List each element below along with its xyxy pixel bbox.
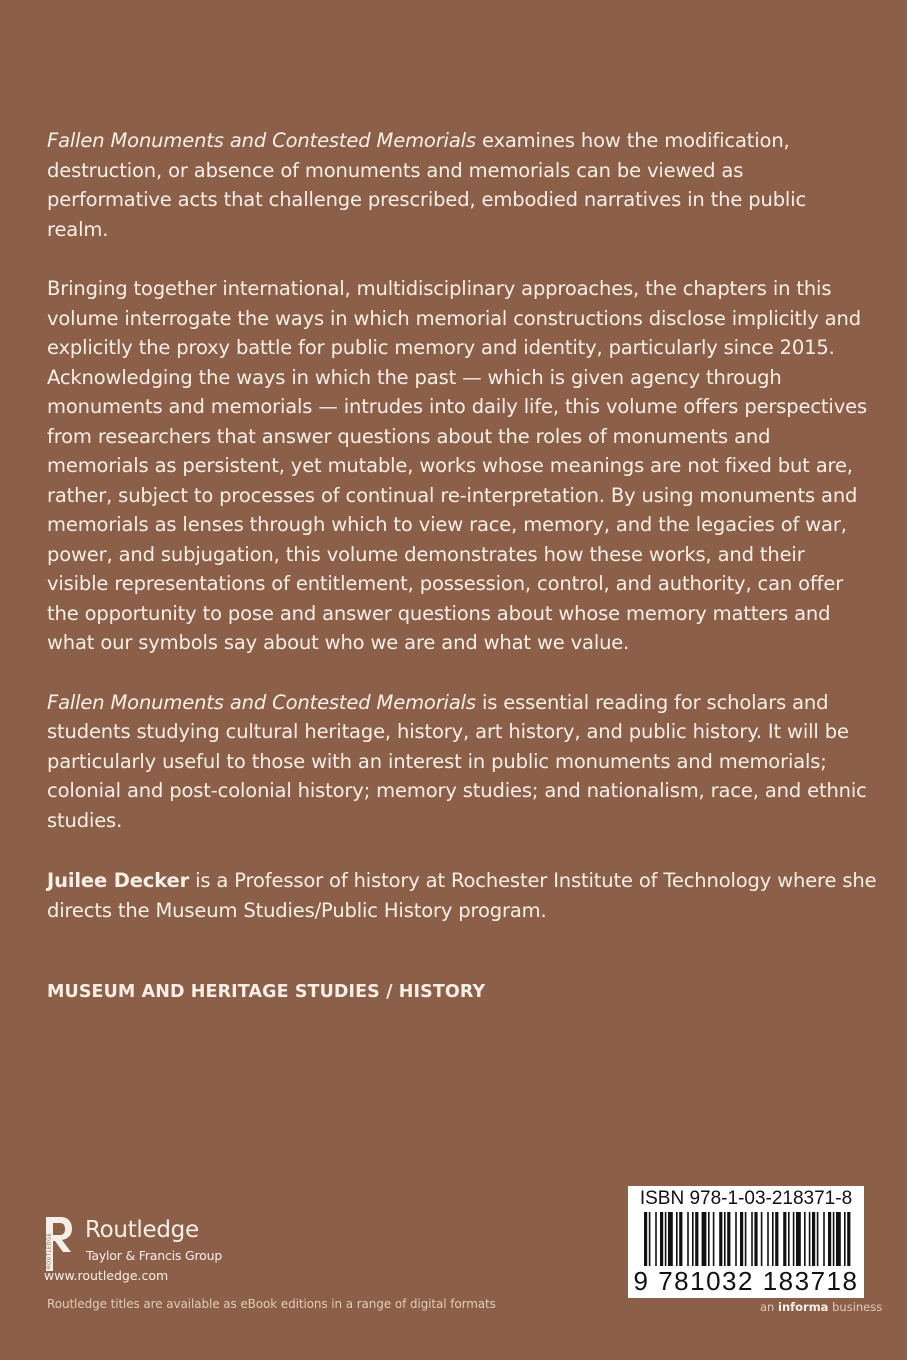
barcode-bar (812, 1212, 815, 1266)
barcode-bar (745, 1212, 747, 1266)
barcode-bar (702, 1212, 707, 1266)
blurb-text: examines how the modification, destruction, or absence of monuments and memorials can be viewed as performative acts that challenge prescribed, embodied narratives in the public realm. (47, 129, 807, 241)
barcode-bars (634, 1212, 858, 1268)
publisher-url: www.routledge.com (44, 1268, 169, 1283)
barcode-bar (761, 1212, 763, 1266)
barcode-bar (679, 1212, 682, 1266)
barcode-bar (754, 1212, 757, 1266)
barcode-bar (724, 1212, 726, 1266)
barcode-bar (655, 1212, 657, 1266)
author-description: is a Professor of history at Rochester Institute of Technology where she directs the Museum Studies/Public History program. (47, 869, 877, 922)
book-title-italic: Fallen Monuments and Contested Memorials (47, 690, 476, 714)
blurb-paragraph-3 (47, 688, 869, 836)
publisher-name: Routledge (85, 1217, 199, 1243)
barcode-bar (695, 1212, 698, 1266)
routledge-logo-icon (44, 1215, 74, 1273)
barcode-bar (804, 1212, 806, 1266)
book-blurb (47, 126, 869, 865)
barcode-bar (692, 1212, 694, 1266)
ebook-note: Routledge titles are available as eBook editions in a range of digital formats (47, 1297, 496, 1311)
barcode-bar (783, 1212, 786, 1266)
informa-brand: informa (778, 1300, 829, 1314)
isbn-label: ISBN 978-1-03-218371-8 (639, 1188, 853, 1209)
barcode-bar (687, 1212, 689, 1266)
barcode-bar (836, 1212, 841, 1266)
barcode-digits: 9 781032 183718 (633, 1266, 859, 1296)
barcode-bar (772, 1212, 774, 1266)
barcode-bar (644, 1212, 647, 1266)
barcode-bar (844, 1212, 846, 1266)
blurb-paragraph-2: Bringing together international, multidisciplinary approaches, the chapters in this volume interrogate the ways in which memorial constructions disclose implicitly and explicitly the proxy battle for public memory and identity, particularly since 2015. Acknowledging the ways in which the past — which is given agency through monuments and memorials — intrudes into daily life, this volume offers perspectives from researchers that answer questions about the roles of monuments and memorials as persistent, yet mutable, works whose meanings are not fixed but are, rather, subject to processes of continual re-interpretation. By using monuments and memorials as lenses through which to view race, memory, and the legacies of war, power, and subjugation, this volume demonstrates how these works, and their visible representations of entitlement, possession, control, and authority, can offer the opportunity to pose and answer questions about whose memory matters and what our symbols say about who we are and what we value. (47, 277, 867, 654)
barcode-bar (775, 1212, 778, 1266)
barcode-bar (740, 1212, 743, 1266)
logo-vertical-text: ROUTLEDGE (46, 1232, 53, 1269)
book-title-italic: Fallen Monuments and Contested Memorials (47, 129, 476, 152)
barcode-bar (751, 1212, 753, 1266)
blurb-paragraph-1 (47, 126, 869, 244)
barcode-bar (668, 1212, 673, 1266)
barcode-bar (833, 1212, 835, 1266)
barcode-bar (817, 1212, 819, 1266)
barcode-bar (796, 1212, 801, 1266)
publisher-group: Taylor & Francis Group (86, 1248, 223, 1263)
author-name: Juilee Decker (47, 869, 190, 892)
barcode-bar (665, 1212, 667, 1266)
barcode-bar (735, 1212, 737, 1266)
informa-prefix: an (760, 1300, 778, 1314)
barcode-bar (719, 1212, 722, 1266)
barcode-bar (649, 1212, 651, 1266)
barcode-bar (847, 1212, 850, 1266)
author-bio (47, 866, 877, 925)
blurb-text: is essential reading for scholars and students studying cultural heritage, history, art history, and public history. It will be particularly useful to those with an interest in public monuments and memorials; colonial and post-colonial history; memory studies; and nationalism, race, and ethnic studies. (47, 690, 867, 832)
barcode-bar (708, 1212, 710, 1266)
barcode-bar (809, 1212, 811, 1266)
subject-category: MUSEUM AND HERITAGE STUDIES / HISTORY (47, 982, 486, 1002)
barcode-bar (828, 1212, 831, 1266)
barcode-bar (788, 1212, 790, 1266)
barcode-bar (713, 1212, 715, 1266)
isbn-barcode (628, 1186, 864, 1298)
informa-business-mark (760, 1300, 882, 1314)
barcode-bar (823, 1212, 825, 1266)
informa-suffix: business (828, 1300, 883, 1314)
barcode-bar (793, 1212, 795, 1266)
barcode-bar (727, 1212, 730, 1266)
barcode-bar (767, 1212, 769, 1266)
barcode-bar (676, 1212, 678, 1266)
barcode-bar (660, 1212, 663, 1266)
publisher-block (44, 1213, 304, 1293)
